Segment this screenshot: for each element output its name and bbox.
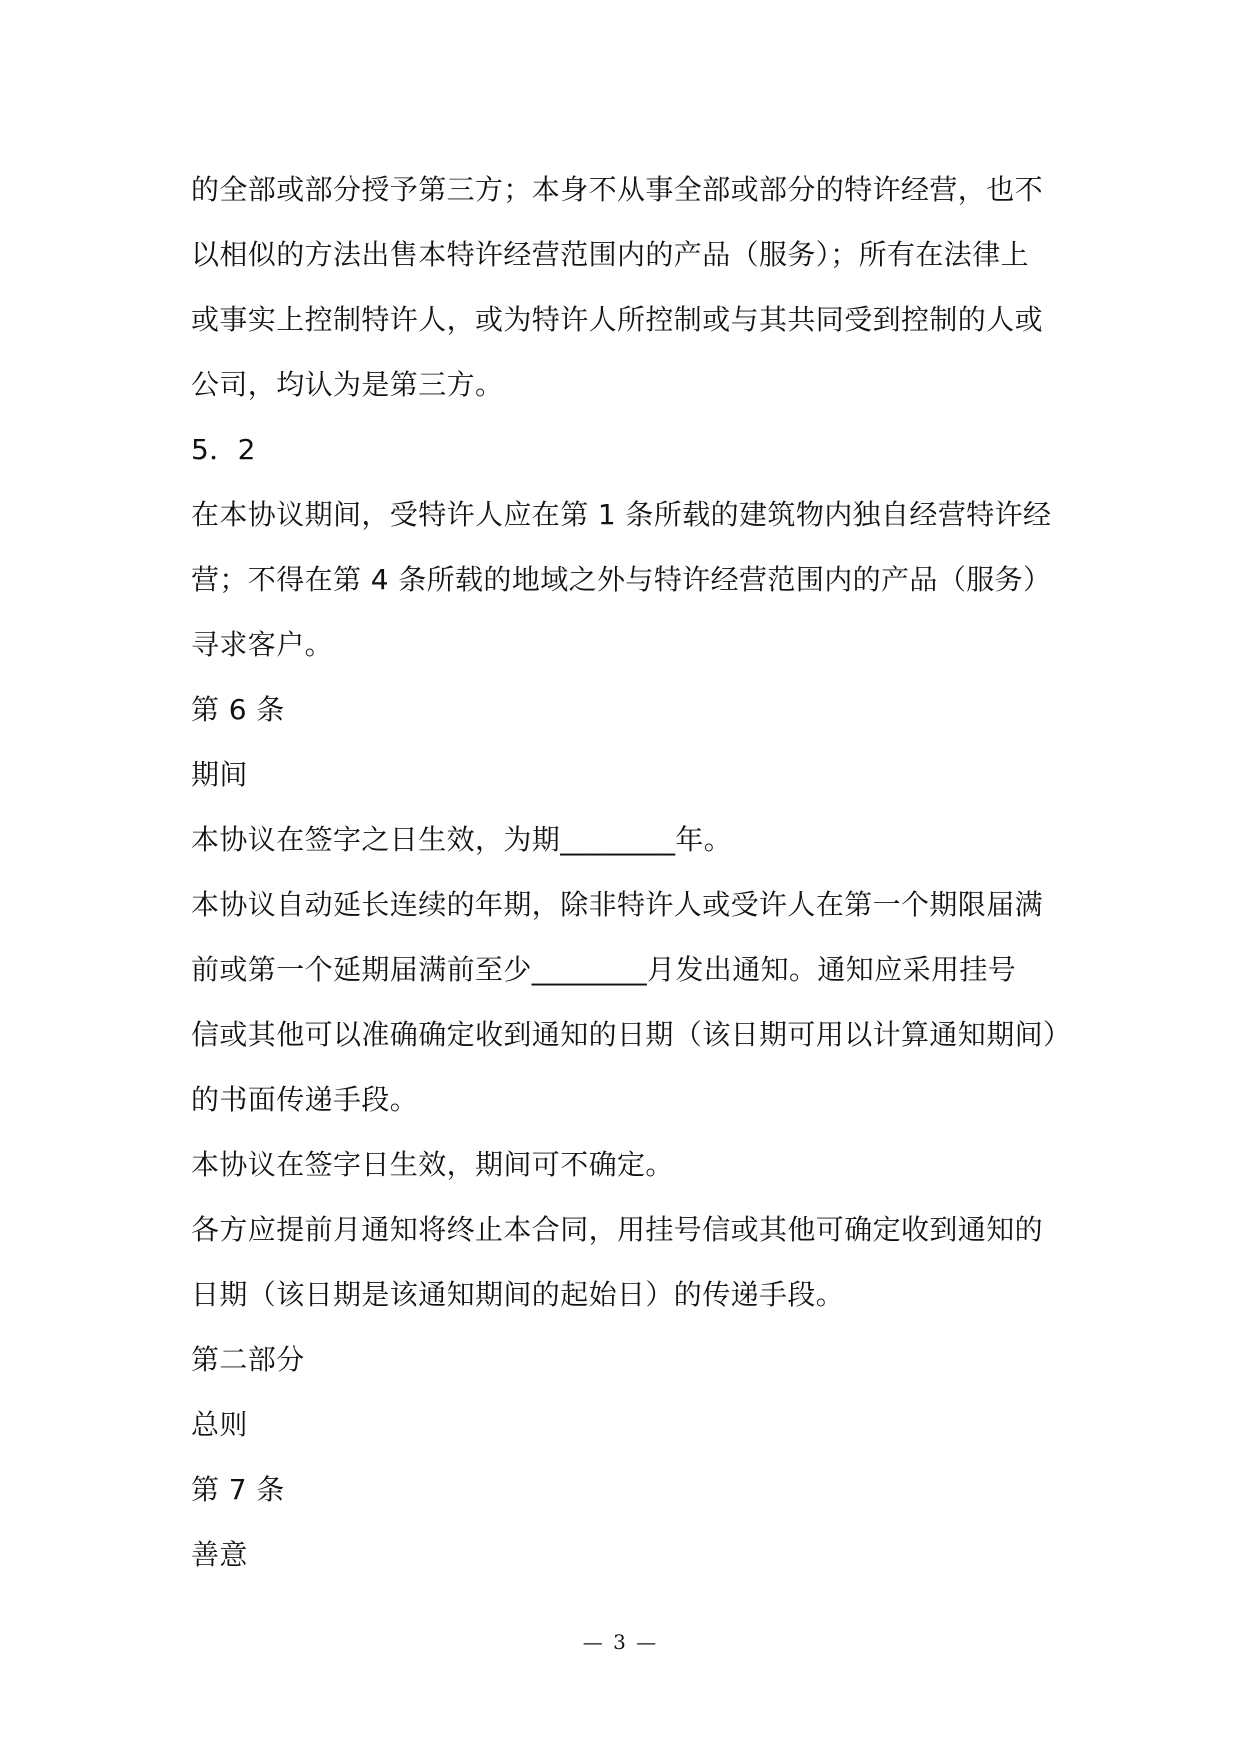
article-heading: 第 6 条 [191, 693, 285, 726]
part-title: 总则 [191, 1408, 248, 1441]
page-number: — 3 — [582, 1630, 659, 1654]
part-heading: 第二部分 [191, 1343, 305, 1376]
text-line: 的全部或部分授予第三方；本身不从事全部或部分的特许经营，也不 [191, 173, 1044, 206]
text-line: 或事实上控制特许人，或为特许人所控制或与其共同受到控制的人或 [191, 303, 1044, 336]
article-title: 善意 [191, 1538, 248, 1571]
text-line: 各方应提前月通知将终止本合同，用挂号信或其他可确定收到通知的 [191, 1213, 1044, 1246]
article-title: 期间 [191, 758, 248, 791]
section-number: 5．2 [191, 433, 256, 466]
text-line: 营；不得在第 4 条所载的地域之外与特许经营范围内的产品（服务） [191, 563, 1052, 596]
text-line: 日期（该日期是该通知期间的起始日）的传递手段。 [191, 1278, 845, 1311]
text-line: 本协议在签字之日生效，为期________年。 [191, 823, 733, 856]
text-line: 信或其他可以准确确定收到通知的日期（该日期可用以计算通知期间） [191, 1018, 1072, 1051]
text-line: 在本协议期间，受特许人应在第 1 条所载的建筑物内独自经营特许经 [191, 498, 1052, 531]
text-line: 本协议自动延长连续的年期，除非特许人或受许人在第一个期限届满 [191, 888, 1044, 921]
document-body [191, 157, 1072, 1587]
text-line: 前或第一个延期届满前至少________月发出通知。通知应采用挂号 [191, 953, 1017, 986]
text-line: 以相似的方法出售本特许经营范围内的产品（服务）；所有在法律上 [191, 238, 1030, 271]
article-heading: 第 7 条 [191, 1473, 285, 1506]
text-line: 寻求客户。 [191, 628, 334, 661]
text-line: 的书面传递手段。 [191, 1083, 419, 1116]
text-line: 本协议在签字日生效，期间可不确定。 [191, 1148, 674, 1181]
text-line: 公司，均认为是第三方。 [191, 368, 504, 401]
